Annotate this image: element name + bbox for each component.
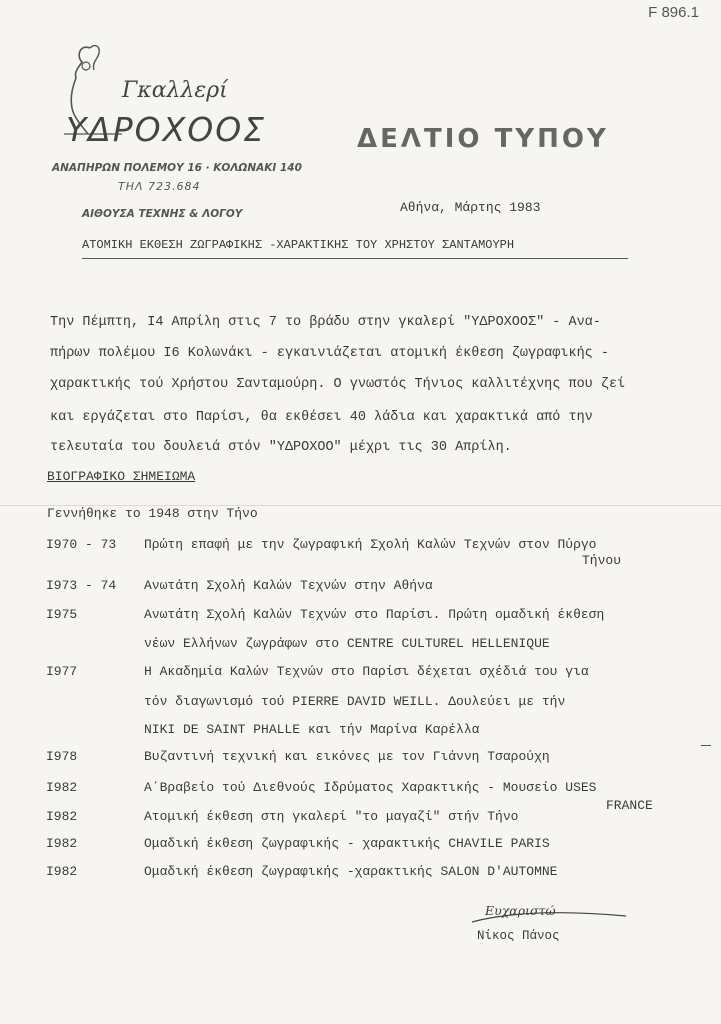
bio-line: νέων Ελλήνων ζωγράφων στο CENTRE CULTUREL HELLENIQUE bbox=[144, 636, 550, 651]
archive-code: F 896.1 bbox=[648, 4, 699, 21]
intro-line: Την Πέμπτη, Ι4 Απρίλη στις 7 το βράδυ στην γκαλερί "ΥΔΡΟΧΟΟΣ" - Ανα- bbox=[50, 315, 601, 330]
bio-line: Τήνου bbox=[582, 553, 622, 568]
logo-text-name: ΥΔΡΟΧΟΟΣ bbox=[66, 110, 267, 149]
signature-thanks: Ευχαριστώ bbox=[485, 903, 556, 918]
intro-line: και εργάζεται στο Παρίσι, θα εκθέσει 40 λάδια και χαρακτικά από την bbox=[50, 410, 593, 425]
dateline: Αθήνα, Μάρτης 1983 bbox=[400, 200, 541, 215]
bio-line: Ατομική έκθεση στη γκαλερί "το μαγαζί" στήν Τήνο bbox=[144, 809, 519, 824]
intro-line: πήρων πολέμου Ι6 Κολωνάκι - εγκαινιάζεται ατομική έκθεση ζωγραφικής - bbox=[50, 346, 609, 361]
bio-line: Ομαδική έκθεση ζωγραφικής -χαρακτικής SALON D'AUTOMNE bbox=[144, 864, 558, 879]
bio-line: Βυζαντινή τεχνική και εικόνες με τον Γιάννη Τσαρούχη bbox=[144, 749, 550, 764]
signature-name: Νίκος Πάνος bbox=[477, 929, 560, 943]
intro-line: χαρακτικής τού Χρήστου Σανταμούρη. Ο γνωστός Τήνιος καλλιτέχνης που ζεί bbox=[50, 377, 626, 392]
bio-year: I975 bbox=[46, 607, 78, 622]
bio-line: Ανωτάτη Σχολή Καλών Τεχνών στο Παρίσι. Πρώτη ομαδική έκθεση bbox=[144, 607, 605, 622]
exhibition-heading: ΑΤΟΜΙΚΗ ΕΚΘΕΣΗ ΖΩΓΡΑΦΙΚΗΣ -ΧΑΡΑΚΤΙΚΗΣ ΤΟΥ ΧΡΗΣΤΟΥ ΣΑΝΤΑΜΟΥΡΗ bbox=[82, 238, 515, 252]
bio-year: I977 bbox=[46, 664, 78, 679]
bio-line: τόν διαγωνισμό τού PIERRE DAVID WEILL. Δουλεύει με τήν bbox=[144, 694, 566, 709]
birth-note: Γεννήθηκε το 1948 στην Τήνο bbox=[47, 506, 258, 521]
gallery-address: ΑΝΑΠΗΡΩΝ ΠΟΛΕΜΟΥ 16 · ΚΟΛΩΝΑΚΙ 140 bbox=[52, 162, 302, 174]
bio-year: I970 - 73 bbox=[46, 537, 117, 552]
intro-line: τελευταία του δουλειά στόν "ΥΔΡΟΧΟΟ" μέχρι τις 30 Απρίλη. bbox=[50, 440, 512, 455]
bio-year: I973 - 74 bbox=[46, 578, 117, 593]
heading-underline bbox=[82, 258, 628, 259]
bio-line: Ανωτάτη Σχολή Καλών Τεχνών στην Αθήνα bbox=[144, 578, 433, 593]
bio-year: I978 bbox=[46, 749, 78, 764]
press-release-title: ΔΕΛΤΙΟ ΤΥΠΟΥ bbox=[357, 124, 609, 154]
bio-line: FRANCE bbox=[606, 798, 653, 813]
bio-line: Ομαδική έκθεση ζωγραφικής - χαρακτικής CHAVILE PARIS bbox=[144, 836, 550, 851]
bio-line: Α΄Βραβείο τού Διεθνούς Ιδρύματος Χαρακτικής - Μουσείο USES bbox=[144, 780, 597, 795]
bio-year: I982 bbox=[46, 836, 78, 851]
bio-line: NIKI DE SAINT PHALLE και τήν Μαρίνα Καρέλλα bbox=[144, 722, 480, 737]
bio-year: I982 bbox=[46, 809, 78, 824]
bio-year: I982 bbox=[46, 864, 78, 879]
bio-year: I982 bbox=[46, 780, 78, 795]
bio-line: Η Ακαδημία Καλών Τεχνών στο Παρίσι δέχεται σχέδιά του για bbox=[144, 664, 589, 679]
gallery-subtitle: ΑΙΘΟΥΣΑ ΤΕΧΝΗΣ & ΛΟΓΟΥ bbox=[82, 208, 243, 220]
gallery-phone: ΤΗΛ 723.684 bbox=[118, 180, 201, 193]
logo-text-gallery: Γκαλλερί bbox=[122, 78, 228, 103]
bio-line: Πρώτη επαφή με την ζωγραφική Σχολή Καλών Τεχνών στον Πύργο bbox=[144, 537, 597, 552]
biography-heading: ΒΙΟΓΡΑΦΙΚΟ ΣΗΜΕΙΩΜΑ bbox=[47, 469, 196, 484]
edge-mark bbox=[701, 745, 711, 746]
